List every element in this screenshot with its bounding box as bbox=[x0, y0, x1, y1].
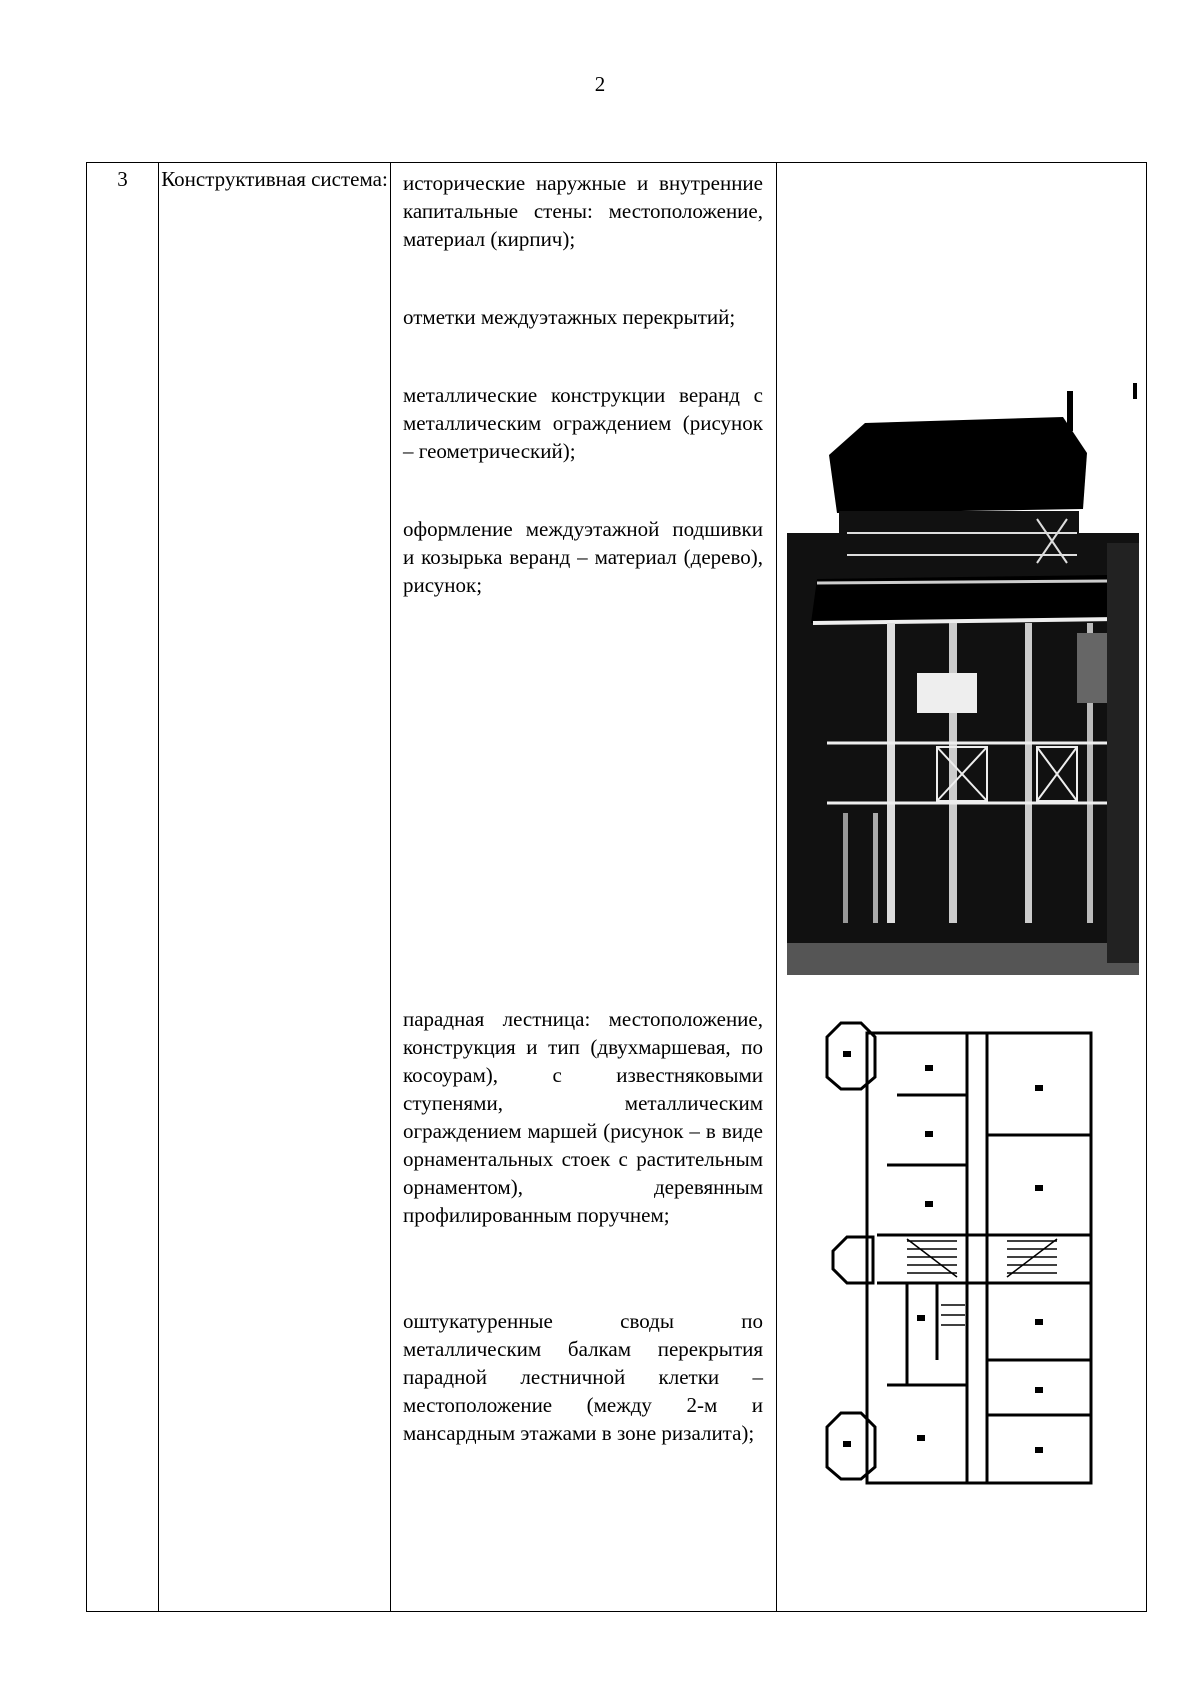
row-image-cell bbox=[777, 163, 1147, 1612]
item-floor-marks: отметки междуэтажных перекрытий; bbox=[403, 305, 736, 329]
row-description-cell bbox=[391, 163, 777, 1612]
item-main-staircase: парадная лестница: местоположение, конструкция и тип (двухмаршевая, по косоурам), с известняковыми ступенями, металлическим ограждением маршей (рисунок – в виде орнаментальных стоек с растительным орнаментом), деревянным профилированным поручнем; bbox=[403, 1007, 763, 1227]
floor-plan bbox=[817, 1015, 1117, 1505]
item-veranda-soffit: оформление междуэтажной подшивки и козырька веранд – материал (дерево), рисунок; bbox=[403, 517, 763, 597]
table-row bbox=[87, 163, 1147, 1612]
page-number: 2 bbox=[594, 72, 606, 96]
row-name: Конструктивная система: bbox=[161, 167, 388, 191]
item-veranda-structures: металлические конструкции веранд с металлическим ограждением (рисунок – геометрический); bbox=[403, 383, 763, 463]
row-number: 3 bbox=[117, 167, 128, 191]
row-number-cell bbox=[87, 163, 159, 1612]
item-plastered-vaults: оштукатуренные своды по металлическим балкам перекрытия парадной лестничной клетки – местоположение (между 2-м и мансардным этажами в зоне ризалита); bbox=[403, 1309, 763, 1445]
veranda-photo bbox=[787, 383, 1139, 975]
row-name-cell bbox=[159, 163, 391, 1612]
item-walls: исторические наружные и внутренние капитальные стены: местоположение, материал (кирпич); bbox=[403, 171, 763, 251]
description-table bbox=[86, 162, 1147, 1612]
